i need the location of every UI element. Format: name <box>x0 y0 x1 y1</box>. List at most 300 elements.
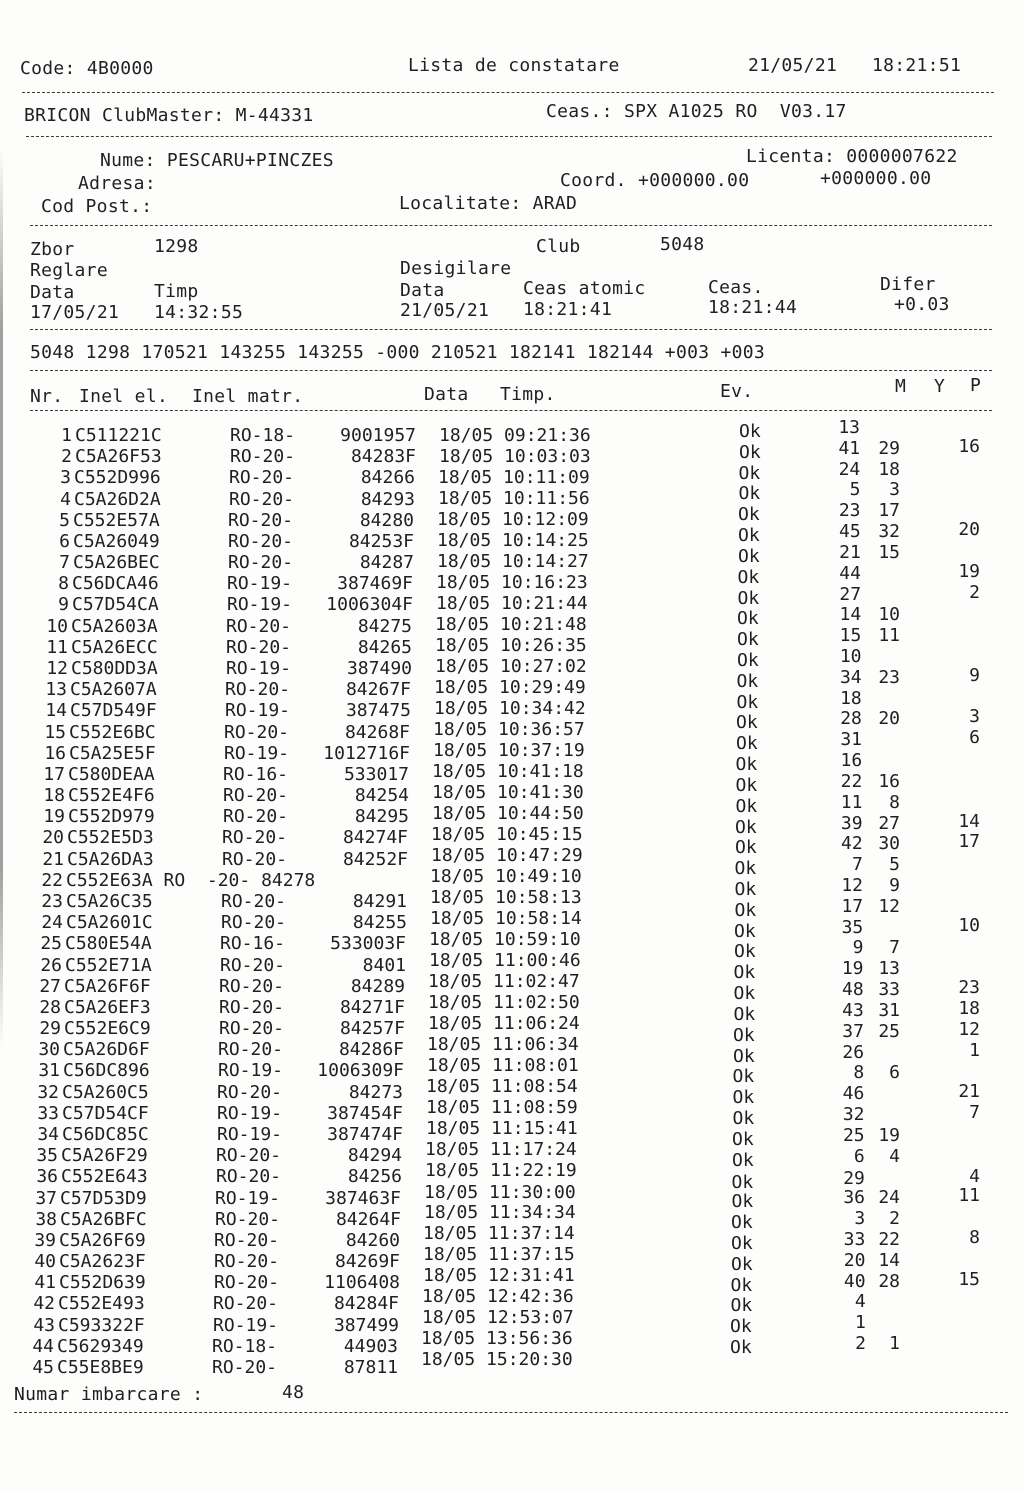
row-number: 35 <box>36 1145 58 1166</box>
rank-m: 35 <box>841 917 864 938</box>
rank-p: 17 <box>958 831 980 852</box>
ring-electronic: C552E6BC <box>69 722 156 743</box>
ring-electronic: C55E8BE9 <box>57 1357 144 1378</box>
rank-m: 13 <box>838 417 860 438</box>
event-status: Ok <box>735 754 758 775</box>
ring-number: 84284F <box>333 1293 399 1314</box>
rank-y: 5 <box>889 854 900 875</box>
event-status: Ok <box>738 546 760 567</box>
ring-electronic: C56DC896 <box>63 1060 150 1081</box>
event-status: Ok <box>732 1129 754 1150</box>
rank-m: 36 <box>843 1187 866 1208</box>
rank-m: 1 <box>855 1312 866 1333</box>
ring-prefix: RO-19- <box>227 573 293 594</box>
row-number: 27 <box>39 976 61 997</box>
ring-electronic: C580DD3A <box>71 658 158 679</box>
event-status: Ok <box>738 463 761 484</box>
ring-prefix: RO-20- <box>216 1145 282 1166</box>
event-status: Ok <box>739 442 761 463</box>
event-status: Ok <box>734 941 756 962</box>
rank-y: 22 <box>878 1229 900 1250</box>
arrival-datetime: 18/05 10:14:27 <box>437 551 589 572</box>
license-number: Licenta: 0000007622 <box>746 146 958 167</box>
row-number: 16 <box>44 743 66 764</box>
arrival-datetime: 18/05 10:12:09 <box>437 509 589 530</box>
row-number: 37 <box>35 1188 57 1209</box>
ring-number: 84275 <box>357 616 412 637</box>
print-time: 18:21:51 <box>872 55 962 76</box>
rank-m: 32 <box>842 1104 865 1125</box>
club-label: Club <box>536 236 581 257</box>
arrival-datetime: 18/05 10:47:29 <box>431 845 583 866</box>
rank-y: 28 <box>878 1271 900 1292</box>
row-number: 30 <box>38 1039 60 1060</box>
arrival-datetime: 18/05 12:42:36 <box>422 1286 574 1307</box>
arrival-datetime: 18/05 11:06:24 <box>428 1013 580 1034</box>
row-number: 6 <box>59 531 70 552</box>
ring-number: 387463F <box>325 1188 401 1209</box>
ring-electronic: C5A2601C <box>66 912 153 933</box>
ring-prefix: RO-20- <box>220 955 286 976</box>
ring-prefix: RO-20- <box>221 912 287 933</box>
ring-prefix: RO-20- <box>219 976 285 997</box>
col-inel-matr: Inel matr. <box>192 386 304 407</box>
rank-m: 14 <box>839 604 862 625</box>
ring-number: 8401 <box>362 955 406 976</box>
rank-y: 20 <box>878 708 900 729</box>
ring-prefix: RO-20- <box>214 1230 280 1251</box>
ring-prefix: RO-20- <box>229 467 295 488</box>
row-number: 25 <box>40 933 62 954</box>
event-status: Ok <box>733 983 756 1004</box>
document-title: Lista de constatare <box>408 55 620 76</box>
ring-prefix: RO-20- <box>230 446 296 467</box>
ring-number: 84254 <box>354 785 409 806</box>
rank-m: 15 <box>839 625 862 646</box>
ring-number: 84266 <box>360 467 415 488</box>
event-status: Ok <box>734 879 757 900</box>
rank-m: 25 <box>842 1125 865 1146</box>
rank-m: 26 <box>842 1042 865 1063</box>
ring-prefix: RO-20- <box>219 997 285 1018</box>
row-number: 36 <box>36 1166 58 1187</box>
reglare-time-label: Timp <box>154 281 199 302</box>
rank-m: 4 <box>854 1291 866 1312</box>
ring-electronic: C5A26BEC <box>73 552 160 573</box>
ring-prefix: RO-20- <box>217 1082 283 1103</box>
ring-prefix: RO-20- <box>225 679 291 700</box>
code-label: Code: 4B0000 <box>20 58 154 79</box>
ring-electronic: C57D54CF <box>62 1103 149 1124</box>
rank-m: 12 <box>841 875 863 896</box>
arrival-datetime: 18/05 11:06:34 <box>427 1034 579 1055</box>
rank-m: 2 <box>855 1333 866 1354</box>
divider <box>30 329 992 330</box>
ring-electronic: C5A25E5F <box>69 743 156 764</box>
ring-electronic: C593322F <box>58 1315 145 1336</box>
arrival-datetime: 18/05 10:37:19 <box>433 740 585 761</box>
arrival-datetime: 18/05 10:29:49 <box>434 677 586 698</box>
rank-y: 27 <box>878 813 900 834</box>
event-status: Ok <box>738 525 760 546</box>
row-number: 22 <box>41 870 63 891</box>
ring-prefix: RO-19- <box>224 743 290 764</box>
rank-y: 18 <box>878 459 900 480</box>
ring-electronic: C5A26049 <box>73 531 160 552</box>
rank-m: 41 <box>838 438 861 459</box>
rank-p: 20 <box>958 519 980 540</box>
arrival-datetime: 18/05 10:36:57 <box>433 719 585 740</box>
rank-p: 4 <box>969 1166 980 1187</box>
arrival-datetime: 18/05 11:22:19 <box>425 1160 577 1181</box>
ring-prefix: RO-19- <box>226 658 292 679</box>
event-status: Ok <box>731 1172 754 1193</box>
event-status: Ok <box>737 650 759 671</box>
event-status: Ok <box>731 1233 753 1254</box>
arrival-datetime: 18/05 11:30:00 <box>424 1182 576 1203</box>
coordinates-second: +000000.00 <box>820 168 932 189</box>
row-number: 28 <box>39 997 61 1018</box>
row-number: 43 <box>33 1315 55 1336</box>
ring-electronic: C5A26C35 <box>66 891 153 912</box>
ring-prefix: RO-20- <box>214 1272 280 1293</box>
rank-m: 22 <box>840 771 863 792</box>
col-data: Data <box>424 384 469 405</box>
reglare-date: 17/05/21 <box>30 302 120 323</box>
arrival-datetime: 18/05 10:26:35 <box>435 635 587 656</box>
ring-number: 84267F <box>345 679 411 700</box>
divider <box>14 1412 1008 1413</box>
ring-prefix: RO-20- <box>212 1357 278 1378</box>
reglare-date-label: Data <box>30 282 75 303</box>
row-number: 40 <box>34 1251 56 1272</box>
arrival-datetime: 18/05 11:02:50 <box>428 992 580 1013</box>
ring-prefix: RO-20- <box>219 1018 285 1039</box>
boarding-count-label: Numar imbarcare : <box>14 1384 204 1405</box>
row-number: 39 <box>34 1230 56 1251</box>
event-status: Ok <box>732 1150 754 1171</box>
arrival-datetime: 18/05 11:08:59 <box>426 1097 578 1118</box>
ring-prefix: RO-18- <box>230 425 296 446</box>
event-status: Ok <box>733 1004 756 1025</box>
ring-electronic: C552D979 <box>68 806 155 827</box>
event-status: Ok <box>735 817 757 838</box>
event-status: Ok <box>734 858 757 879</box>
desig-atomic-time: 18:21:41 <box>523 299 613 320</box>
rank-m: 6 <box>853 1146 865 1167</box>
rank-m: 33 <box>843 1229 866 1250</box>
event-status: Ok <box>737 567 760 588</box>
arrival-datetime: 18/05 10:41:18 <box>432 761 584 782</box>
event-status: Ok <box>731 1254 753 1275</box>
ring-number: 84280 <box>359 510 414 531</box>
desigilare-label: Desigilare <box>400 258 512 279</box>
row-number: 17 <box>43 764 65 785</box>
arrival-datetime: 18/05 10:44:50 <box>432 803 584 824</box>
row-number: 9 <box>58 594 69 615</box>
rank-m: 11 <box>840 792 863 813</box>
ring-electronic: C5A26D6F <box>63 1039 150 1060</box>
rank-m: 39 <box>840 813 863 834</box>
ring-prefix: RO-20- <box>214 1251 280 1272</box>
rank-y: 3 <box>889 479 900 500</box>
address-label: Adresa: <box>78 173 156 194</box>
arrival-datetime: 18/05 11:37:15 <box>423 1244 575 1265</box>
rank-m: 21 <box>839 542 861 563</box>
arrival-datetime: 18/05 11:37:14 <box>423 1223 575 1244</box>
row-number: 21 <box>42 849 64 870</box>
row-number: 38 <box>35 1209 57 1230</box>
ring-number: 533003F <box>330 933 406 954</box>
rank-m: 28 <box>840 708 862 729</box>
ring-electronic: C57D549F <box>70 700 157 721</box>
rank-m: 18 <box>840 688 862 709</box>
rank-y: 29 <box>878 438 900 459</box>
ring-number: 84286F <box>338 1039 404 1060</box>
ring-prefix: RO-20- <box>226 637 292 658</box>
event-status: Ok <box>736 733 758 754</box>
fancier-name: Nume: PESCARU+PINCZES <box>100 150 334 171</box>
row-number: 8 <box>58 573 69 594</box>
ring-electronic: C552E63A RO -20- 84278 <box>66 870 316 891</box>
rank-p: 12 <box>958 1019 980 1040</box>
row-number: 32 <box>37 1082 59 1103</box>
desig-date-label: Data <box>400 280 445 301</box>
rank-m: 5 <box>849 479 861 500</box>
ring-prefix: RO-20- <box>223 785 289 806</box>
event-status: Ok <box>735 837 757 858</box>
rank-m: 17 <box>841 896 864 917</box>
event-status: Ok <box>730 1316 752 1337</box>
ring-electronic: C5A26F53 <box>75 446 162 467</box>
rank-y: 9 <box>889 875 900 896</box>
ring-electronic: C5A26DA3 <box>67 849 154 870</box>
ring-number: 44903 <box>343 1336 398 1357</box>
ring-electronic: C5A260C5 <box>62 1082 149 1103</box>
arrival-datetime: 18/05 11:00:46 <box>429 950 581 971</box>
flight-number: 1298 <box>154 236 199 257</box>
event-status: Ok <box>731 1212 753 1233</box>
table-row <box>16 542 1024 573</box>
row-number: 20 <box>42 827 64 848</box>
difference-label: Difer <box>880 274 936 295</box>
ring-number: 84287 <box>359 552 414 573</box>
ring-prefix: RO-20- <box>229 489 295 510</box>
boarding-count-value: 48 <box>282 1382 305 1403</box>
rank-m: 27 <box>839 584 862 605</box>
rank-p: 11 <box>958 1185 980 1206</box>
rank-y: 15 <box>878 542 900 563</box>
ring-number: 387474F <box>327 1124 403 1145</box>
arrival-datetime: 18/05 12:53:07 <box>422 1307 574 1328</box>
rank-m: 44 <box>839 563 861 584</box>
rank-m: 42 <box>841 833 863 854</box>
ring-number: 1006304F <box>326 594 413 615</box>
rank-y: 17 <box>878 500 900 521</box>
ring-electronic: C552E5D3 <box>67 827 154 848</box>
ring-number: 387469F <box>337 573 413 594</box>
rank-m: 40 <box>843 1271 866 1292</box>
arrival-datetime: 18/05 09:21:36 <box>439 425 591 446</box>
ring-electronic: C580DEAA <box>68 764 155 785</box>
rank-y: 7 <box>889 937 900 958</box>
flight-label: Zbor <box>30 239 75 260</box>
event-status: Ok <box>736 692 759 713</box>
rank-m: 48 <box>841 979 864 1000</box>
row-number: 15 <box>44 722 66 743</box>
rank-y: 12 <box>878 896 900 917</box>
ring-electronic: C56DCA46 <box>72 573 159 594</box>
ring-prefix: RO-18- <box>212 1336 278 1357</box>
row-number: 13 <box>45 679 67 700</box>
reglare-label: Reglare <box>30 260 108 281</box>
locality: Localitate: ARAD <box>399 193 578 214</box>
row-number: 24 <box>41 912 63 933</box>
arrival-datetime: 18/05 10:14:25 <box>437 530 589 551</box>
col-p: P <box>970 375 982 396</box>
col-inel-el: Inel el. <box>79 386 169 407</box>
row-number: 12 <box>46 658 68 679</box>
arrival-datetime: 18/05 11:08:01 <box>427 1055 579 1076</box>
rank-y: 10 <box>878 604 900 625</box>
ring-prefix: RO-20- <box>221 891 287 912</box>
rank-y: 19 <box>878 1125 900 1146</box>
col-y: Y <box>934 376 946 397</box>
arrival-datetime: 18/05 10:41:30 <box>432 782 584 803</box>
ring-electronic: C5A26F29 <box>61 1145 148 1166</box>
arrival-datetime: 18/05 11:02:47 <box>428 971 580 992</box>
rank-y: 8 <box>889 792 900 813</box>
rank-y: 24 <box>878 1187 900 1208</box>
rank-m: 37 <box>842 1021 864 1042</box>
ring-prefix: RO-20- <box>228 552 294 573</box>
event-status: Ok <box>733 1046 755 1067</box>
arrival-datetime: 18/05 11:17:24 <box>425 1139 577 1160</box>
event-status: Ok <box>734 921 756 942</box>
ring-number: 387499 <box>333 1315 399 1336</box>
ring-prefix: RO-20- <box>222 827 288 848</box>
ring-electronic: C5A2607A <box>70 679 157 700</box>
rank-p: 14 <box>958 811 980 832</box>
ring-number: 84255 <box>352 912 407 933</box>
ring-number: 533017 <box>343 764 409 785</box>
difference-value: +0.03 <box>894 294 950 315</box>
divider <box>30 370 992 371</box>
ring-electronic: C580E54A <box>65 933 152 954</box>
rank-m: 7 <box>852 854 863 875</box>
arrival-datetime: 18/05 10:27:02 <box>435 656 587 677</box>
arrival-datetime: 18/05 15:20:30 <box>421 1349 573 1370</box>
arrival-datetime: 18/05 11:34:34 <box>424 1202 576 1223</box>
ring-number: 387475 <box>345 700 411 721</box>
event-status: Ok <box>736 712 758 733</box>
row-number: 5 <box>59 510 70 531</box>
row-number: 19 <box>43 806 65 827</box>
rank-p: 23 <box>958 977 980 998</box>
arrival-datetime: 18/05 10:58:14 <box>430 908 582 929</box>
arrival-datetime: 18/05 10:21:44 <box>436 593 588 614</box>
rank-y: 11 <box>878 625 900 646</box>
row-number: 4 <box>60 489 71 510</box>
rank-y: 25 <box>878 1021 900 1042</box>
rank-m: 34 <box>839 667 862 688</box>
event-status: Ok <box>738 504 760 525</box>
row-number: 7 <box>59 552 70 573</box>
event-status: Ok <box>732 1066 755 1087</box>
rank-p: 7 <box>969 1102 980 1123</box>
rank-m: 10 <box>839 646 862 667</box>
ring-prefix: RO-20- <box>215 1209 281 1230</box>
divider <box>22 92 994 93</box>
ring-number: 9001957 <box>340 425 416 446</box>
ring-prefix: RO-19- <box>215 1188 281 1209</box>
rank-m: 9 <box>852 937 864 958</box>
ring-prefix: RO-20- <box>226 616 292 637</box>
ring-number: 84260 <box>345 1230 400 1251</box>
event-status: Ok <box>733 962 756 983</box>
rank-p: 2 <box>969 582 980 603</box>
ring-electronic: C552E57A <box>73 510 160 531</box>
ring-electronic: C5A26BFC <box>60 1209 147 1230</box>
ring-electronic: C56DC85C <box>62 1124 149 1145</box>
ring-prefix: RO-20- <box>218 1039 284 1060</box>
row-number: 3 <box>60 467 71 488</box>
arrival-datetime: 18/05 10:59:10 <box>429 929 581 950</box>
ring-number: 84252F <box>342 849 408 870</box>
ring-number: 84265 <box>357 637 412 658</box>
clubmaster-label: BRICON ClubMaster: M-44331 <box>24 105 314 126</box>
ring-electronic: C5A26F69 <box>59 1230 146 1251</box>
ring-number: 1006309F <box>317 1060 404 1081</box>
binder-edge <box>0 148 3 1048</box>
row-number: 18 <box>43 785 65 806</box>
row-number: 33 <box>37 1103 59 1124</box>
rank-y: 32 <box>878 521 900 542</box>
rank-y: 16 <box>878 771 900 792</box>
ring-electronic: C552E4F6 <box>68 785 155 806</box>
rank-m: 23 <box>838 500 861 521</box>
arrival-datetime: 18/05 10:34:42 <box>434 698 586 719</box>
ring-prefix: RO-16- <box>223 764 289 785</box>
ring-prefix: RO-20- <box>222 849 288 870</box>
ring-electronic: C552E71A <box>65 955 152 976</box>
rank-y: 14 <box>878 1250 900 1271</box>
arrival-datetime: 18/05 10:21:48 <box>435 614 587 635</box>
event-status: Ok <box>731 1191 754 1212</box>
ring-number: 84274F <box>342 827 408 848</box>
ring-electronic: C5A26EF3 <box>64 997 151 1018</box>
reglare-time: 14:32:55 <box>154 302 244 323</box>
row-number: 11 <box>46 637 68 658</box>
rank-y: 31 <box>878 1000 900 1021</box>
ring-prefix: RO-19- <box>225 700 291 721</box>
rank-p: 10 <box>958 915 980 936</box>
rank-y: 2 <box>889 1208 900 1229</box>
event-status: Ok <box>736 671 759 692</box>
ring-electronic: C552E493 <box>58 1293 145 1314</box>
summary-line: 5048 1298 170521 143255 143255 -000 210521 182141 182144 +003 +003 <box>30 342 766 363</box>
arrival-datetime: 18/05 11:08:54 <box>426 1076 578 1097</box>
divider <box>30 410 992 411</box>
rank-p: 21 <box>958 1081 980 1102</box>
postal-code-label: Cod Post.: <box>41 196 153 217</box>
arrival-datetime: 18/05 13:56:36 <box>421 1328 573 1349</box>
event-status: Ok <box>737 629 759 650</box>
event-status: Ok <box>737 608 759 629</box>
clock-label: Ceas. <box>708 277 764 298</box>
divider <box>26 136 992 137</box>
ring-number: 84289 <box>350 976 405 997</box>
